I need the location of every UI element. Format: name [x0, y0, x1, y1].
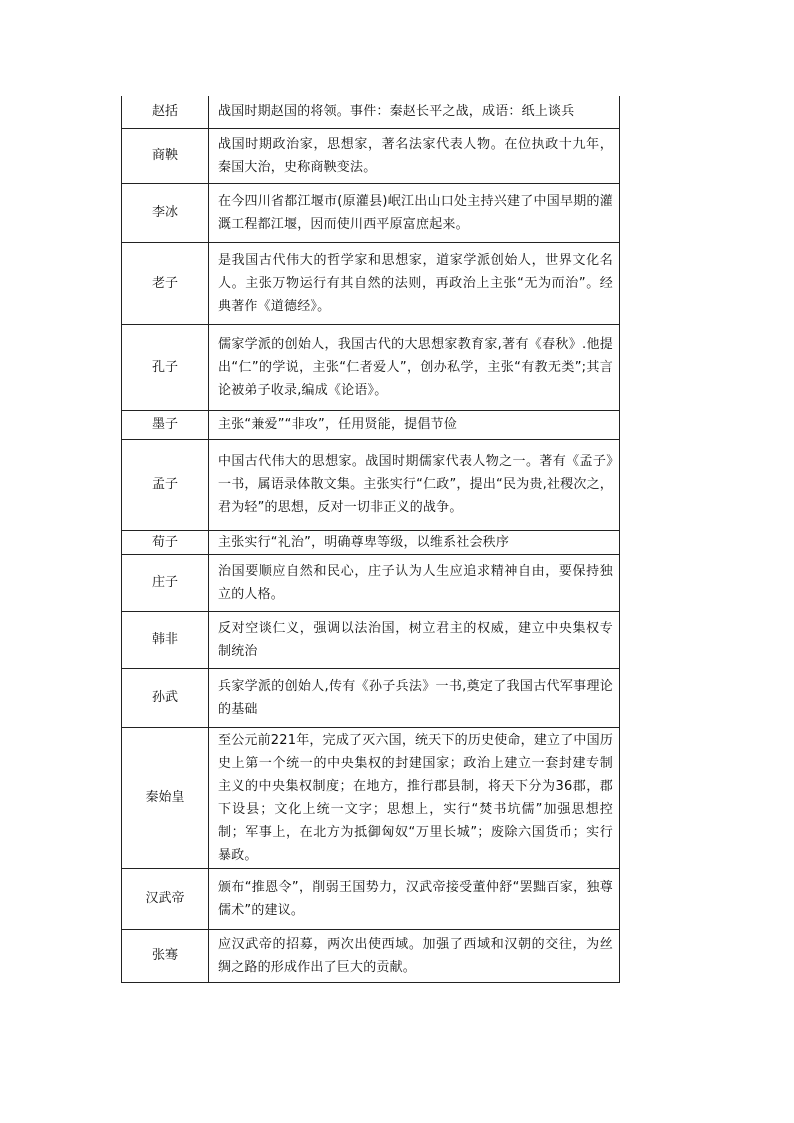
table-row [122, 183, 620, 242]
table-row [122, 929, 620, 982]
figure-description: 至公元前221年，完成了灭六国，统天下的历史使命，建立了中国历史上第一个统一的中央集权的封建国家；政治上建立一套封建专制主义的中央集权制度；在地方，推行郡县制，将天下分为36郡，郡下设县；文化上统一文字；思想上，实行“焚书坑儒”加强思想控制；军事上，在北方为抵御匈奴“万里长城”；废除六国货币；实行暴政。 [209, 727, 620, 868]
table-row [122, 727, 620, 868]
figure-description: 兵家学派的创始人,传有《孙子兵法》一书,奠定了我国古代军事理论的基础 [209, 668, 620, 727]
figure-description: 主张“兼爱”“非攻”，任用贤能，提倡节俭 [209, 410, 620, 439]
figure-description: 反对空谈仁义，强调以法治国，树立君主的权威，建立中央集权专制统治 [209, 611, 620, 668]
figure-description: 中国古代伟大的思想家。战国时期儒家代表人物之一。著有《孟子》一书，属语录体散文集。主张实行“仁政”，提出“民为贵,社稷次之，君为轻”的思想，反对一切非正义的战争。 [209, 439, 620, 530]
figure-name: 李冰 [122, 183, 209, 242]
figure-name: 赵括 [122, 96, 209, 128]
figure-description: 主张实行“礼治”，明确尊卑等级，以维系社会秩序 [209, 530, 620, 554]
figure-name: 秦始皇 [122, 727, 209, 868]
history-figures-table [121, 96, 620, 983]
figure-name: 庄子 [122, 554, 209, 611]
figure-description: 是我国古代伟大的哲学家和思想家，道家学派创始人，世界文化名人。主张万物运行有其自然的法则，再政治上主张“无为而治”。经典著作《道德经》。 [209, 242, 620, 324]
table-row [122, 611, 620, 668]
figure-name: 张骞 [122, 929, 209, 982]
table-row [122, 530, 620, 554]
table-row [122, 668, 620, 727]
table-row [122, 242, 620, 324]
figure-name: 商鞅 [122, 128, 209, 183]
figure-description: 治国要顺应自然和民心，庄子认为人生应追求精神自由，要保持独立的人格。 [209, 554, 620, 611]
table-row [122, 439, 620, 530]
figure-description: 战国时期政治家，思想家，著名法家代表人物。在位执政十九年，秦国大治，史称商鞅变法。 [209, 128, 620, 183]
figure-name: 老子 [122, 242, 209, 324]
figure-name: 孟子 [122, 439, 209, 530]
figure-name: 孔子 [122, 324, 209, 410]
figure-name: 韩非 [122, 611, 209, 668]
table-row [122, 868, 620, 929]
figure-description: 战国时期赵国的将领。事件：秦赵长平之战，成语：纸上谈兵 [209, 96, 620, 128]
figure-description: 颁布“推恩令”，削弱王国势力，汉武帝接受董仲舒“罢黜百家，独尊儒术”的建议。 [209, 868, 620, 929]
figure-name: 汉武帝 [122, 868, 209, 929]
table-row [122, 324, 620, 410]
figure-name: 墨子 [122, 410, 209, 439]
figure-description: 应汉武帝的招募，两次出使西域。加强了西域和汉朝的交往，为丝绸之路的形成作出了巨大的贡献。 [209, 929, 620, 982]
figure-description: 儒家学派的创始人，我国古代的大思想家教育家,著有《春秋》.他提出“仁”的学说，主张“仁者爱人”，创办私学，主张“有教无类”;其言论被弟子收录,编成《论语》。 [209, 324, 620, 410]
table-row [122, 554, 620, 611]
figure-name: 荀子 [122, 530, 209, 554]
figure-name: 孙武 [122, 668, 209, 727]
table-row [122, 128, 620, 183]
figure-description: 在今四川省都江堰市(原灌县)岷江出山口处主持兴建了中国早期的灌溉工程都江堰，因而使川西平原富庶起来。 [209, 183, 620, 242]
table-row [122, 410, 620, 439]
table-row [122, 96, 620, 128]
